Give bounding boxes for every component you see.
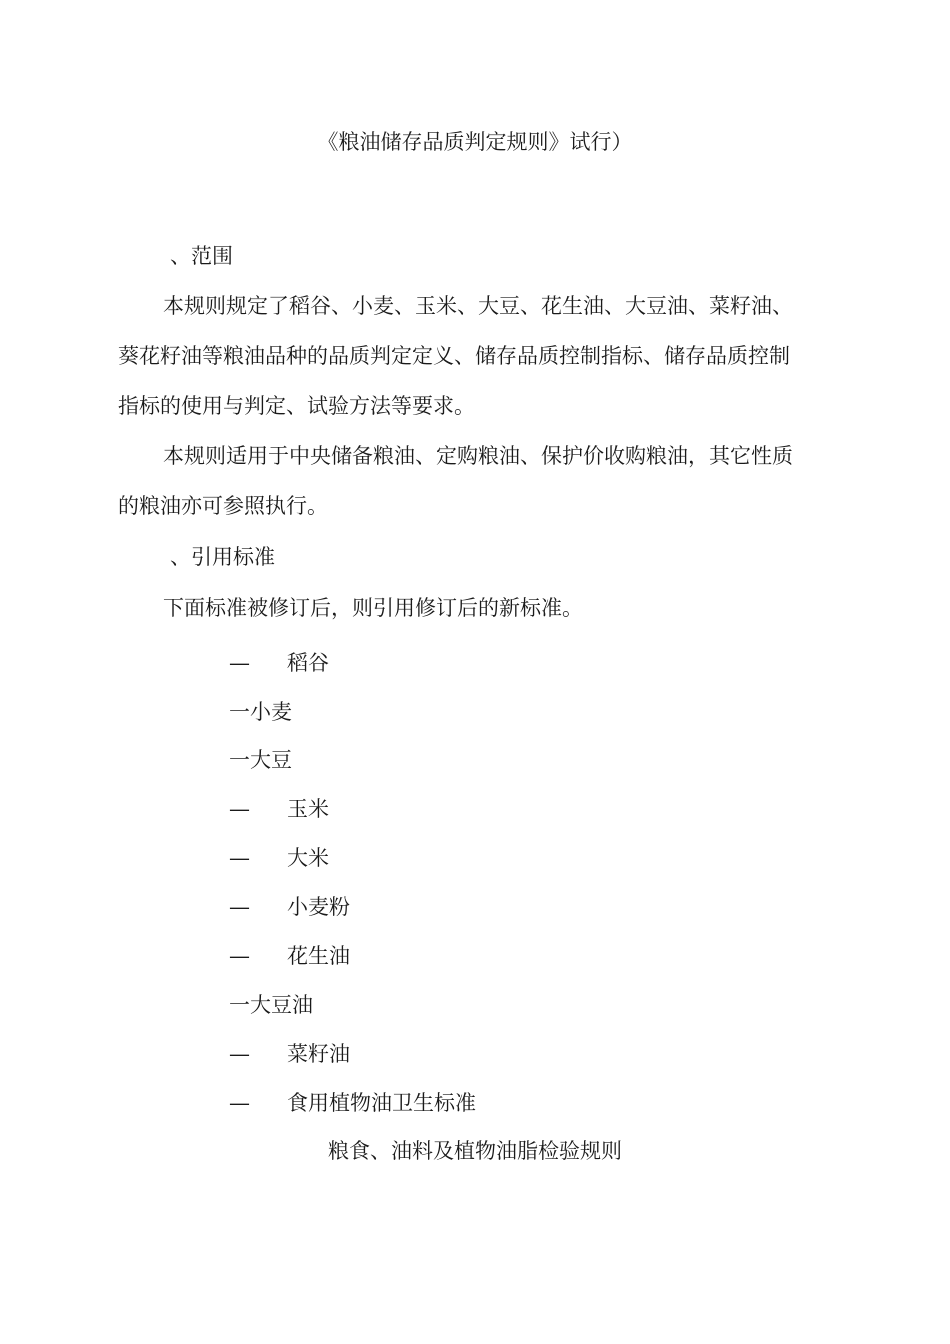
section-heading-references: 、引用标准: [170, 545, 275, 569]
list-dash: —: [229, 846, 250, 870]
list-dash: —: [229, 1091, 250, 1115]
reference-item-text: 一大豆: [229, 748, 292, 772]
list-dash: —: [229, 944, 250, 968]
reference-item-trailing: 粮食、油料及植物油脂检验规则: [328, 1139, 622, 1163]
paragraph-line: 葵花籽油等粮油品种的品质判定定义、储存品质控制指标、储存品质控制: [118, 344, 790, 368]
reference-item-text: 小麦粉: [287, 895, 350, 919]
reference-item: [229, 649, 329, 677]
list-dash: —: [229, 797, 250, 821]
reference-item-text: 菜籽油: [287, 1042, 350, 1066]
reference-item: [229, 795, 329, 823]
paragraph-line: 指标的使用与判定、试验方法等要求。: [118, 394, 475, 418]
references-intro: 下面标准被修订后，则引用修订后的新标准。: [163, 596, 583, 620]
list-dash: —: [229, 895, 250, 919]
reference-item-text: 食用植物油卫生标准: [287, 1091, 476, 1115]
reference-item-text: 一大豆油: [229, 993, 313, 1017]
reference-item: [229, 746, 292, 774]
reference-item: [229, 893, 350, 921]
paragraph-line: 本规则适用于中央储备粮油、定购粮油、保护价收购粮油，其它性质: [163, 444, 793, 468]
paragraph-line: 本规则规定了稻谷、小麦、玉米、大豆、花生油、大豆油、菜籽油、: [163, 294, 793, 318]
document-title: 《粮油储存品质判定规则》试行）: [317, 130, 633, 154]
paragraph-line: 的粮油亦可参照执行。: [118, 494, 328, 518]
reference-item-text: 稻谷: [287, 651, 329, 675]
reference-item: [229, 991, 313, 1019]
list-dash: —: [229, 1042, 250, 1066]
reference-item-text: 大米: [287, 846, 329, 870]
section-heading-scope: 、范围: [170, 244, 233, 268]
reference-item: [229, 942, 350, 970]
list-dash: —: [229, 651, 250, 675]
reference-item-text: 一小麦: [229, 700, 292, 724]
reference-item: [229, 844, 329, 872]
reference-item: [229, 698, 292, 726]
reference-item: [229, 1089, 476, 1117]
reference-item-text: 玉米: [287, 797, 329, 821]
reference-item: [229, 1040, 350, 1068]
reference-item-text: 花生油: [287, 944, 350, 968]
